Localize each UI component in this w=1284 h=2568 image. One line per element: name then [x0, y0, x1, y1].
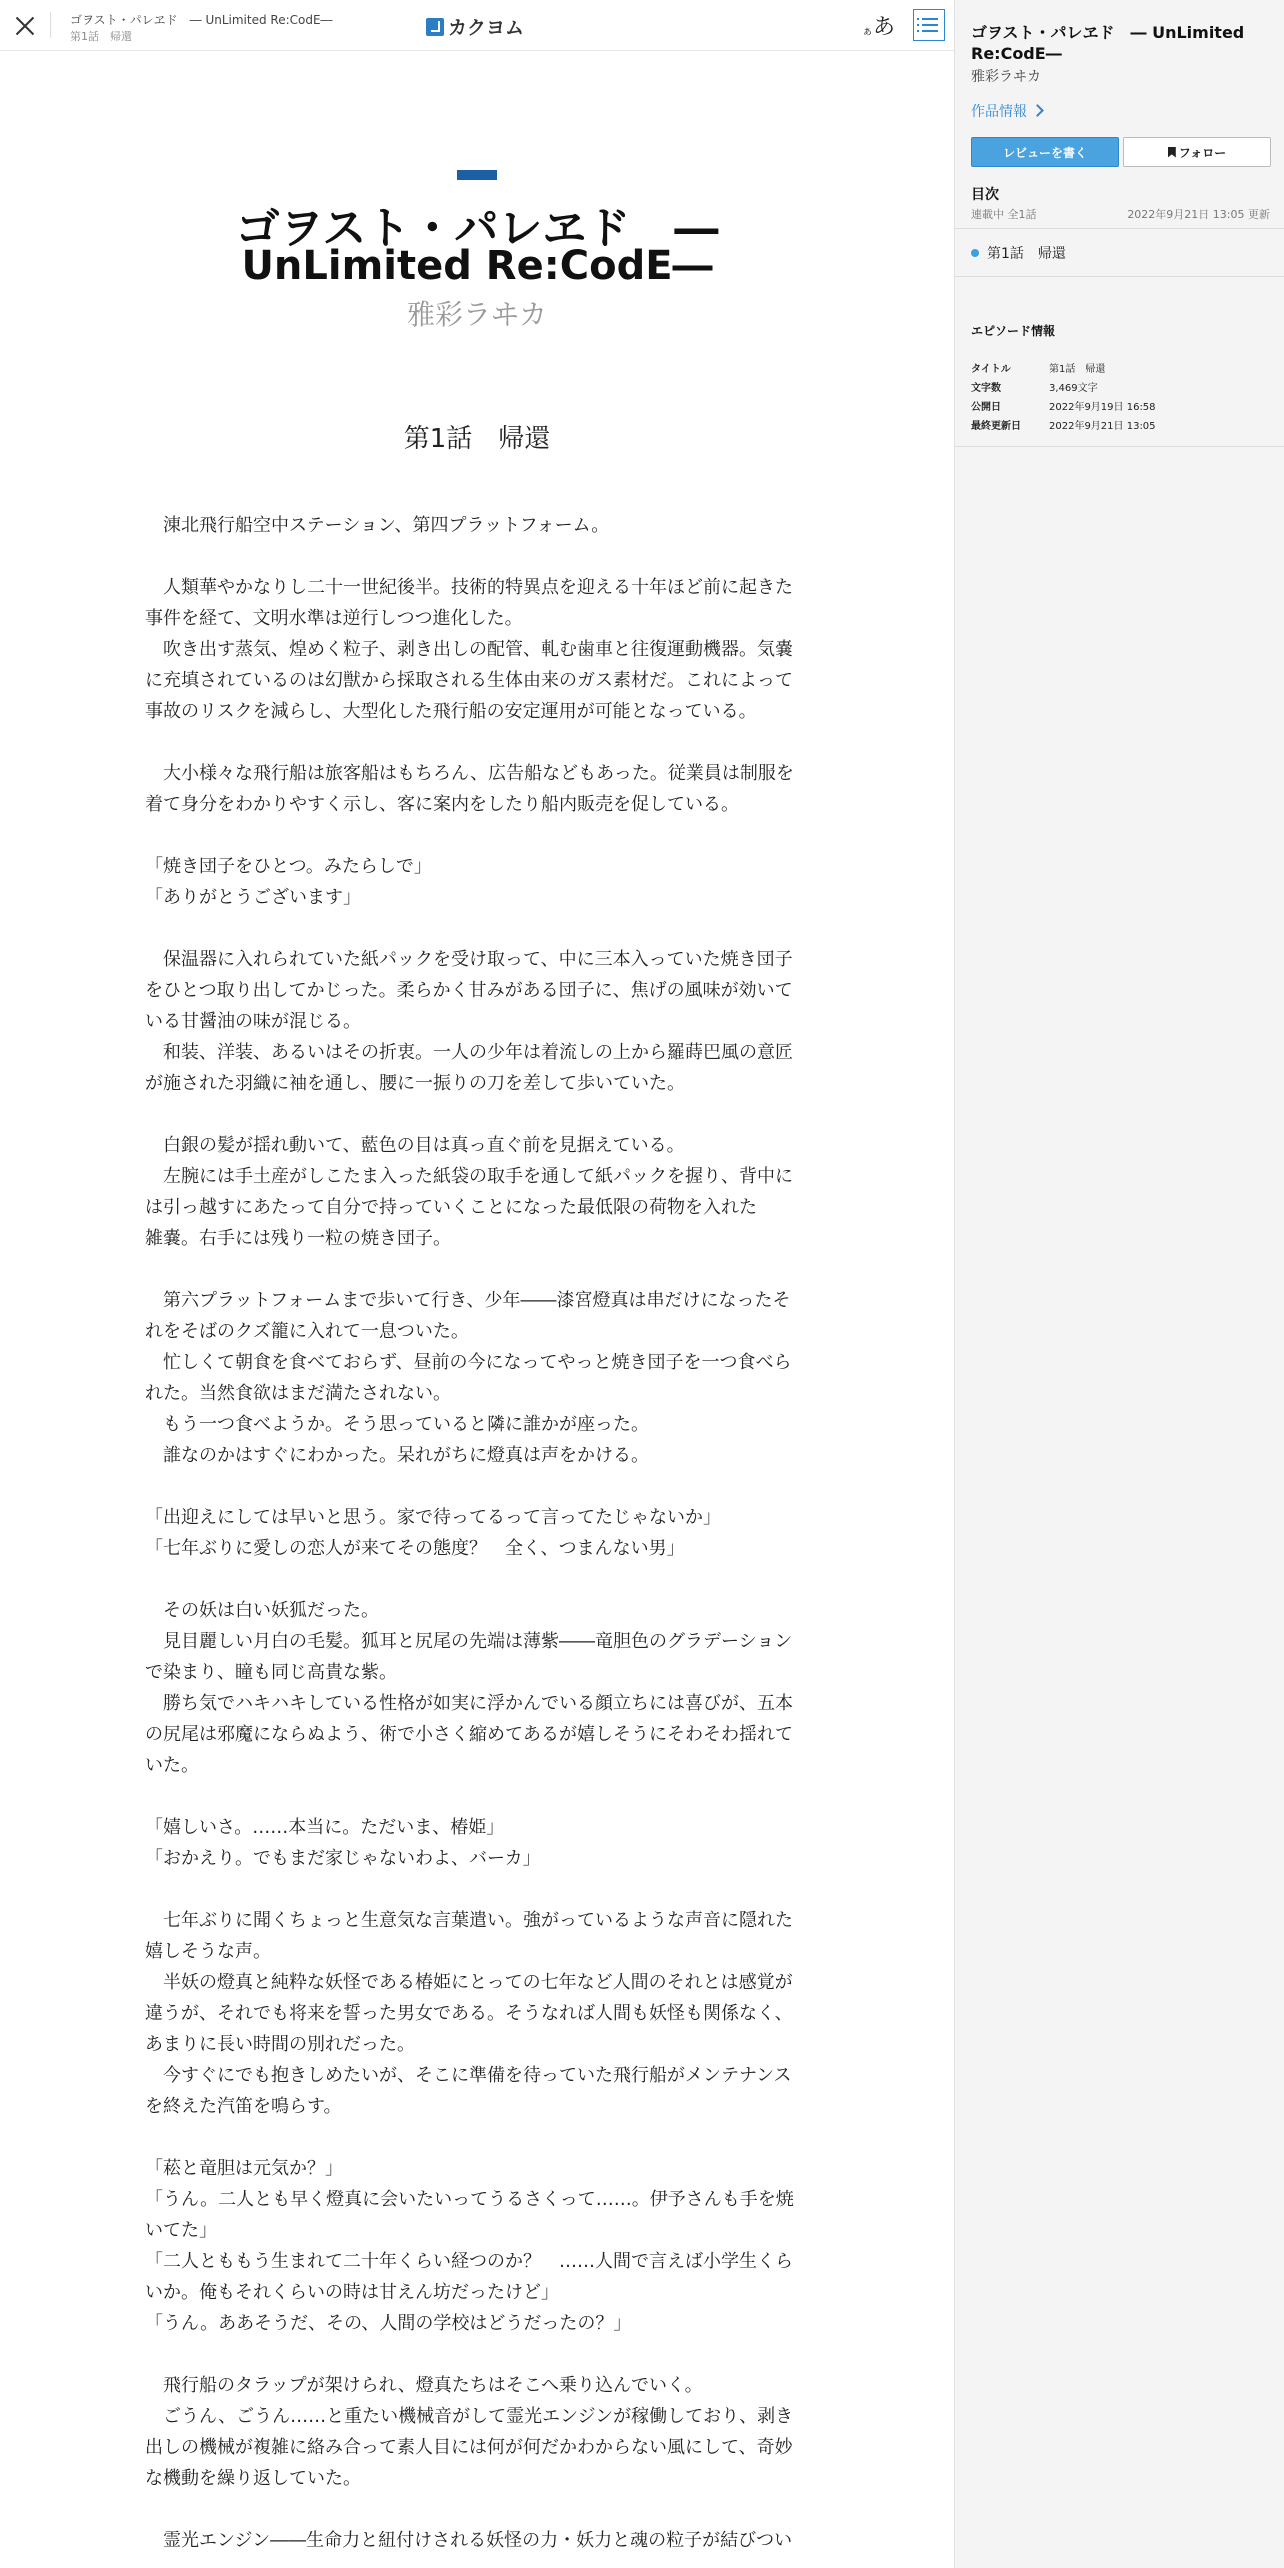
sidebar [954, 0, 1284, 2568]
blank-line [145, 727, 795, 758]
body-line: あまりに長い時間の別れだった。 [145, 2034, 415, 2055]
write-review-button[interactable]: レビューを書く [971, 137, 1119, 167]
title-accent-bar [457, 170, 497, 180]
episode-info-heading: エピソード情報 [971, 324, 1056, 338]
body-line: 誰なのかはすぐにわかった。呆れがちに燈真は声をかける。 [145, 1445, 649, 1466]
body-line: 人類華やかなりし二十一世紀後半。技術的特異点を迎える十年ほど前に起きた [145, 577, 793, 598]
body-line: その妖は白い妖狐だった。 [145, 1600, 379, 1621]
body-line: もう一つ食べようか。そう思っていると隣に誰かが座った。 [145, 1414, 649, 1435]
body-line: いた。 [145, 1755, 199, 1776]
work-title-line1: ゴヲスト・パレヱド ― [235, 203, 719, 254]
body-line: を終えた汽笛を鳴らす。 [145, 2096, 342, 2117]
toc-episode-item[interactable] [971, 243, 1066, 263]
body-line: 第六プラットフォームまで歩いて行き、少年――漆宮燈真は串だけになったそ [145, 1290, 791, 1311]
body-line: な機動を繰り返していた。 [145, 2468, 361, 2489]
body-line: 左腕には手土産がしこたま入った紙袋の取手を通して紙パックを握り、背中に [145, 1166, 793, 1187]
header-episode-title: 第1話 帰還 [70, 30, 132, 43]
font-large-glyph: あ [873, 15, 896, 40]
header-divider [50, 12, 51, 38]
body-line: れた。当然食欲はまだ満たされない。 [145, 1383, 451, 1404]
blank-line [145, 1254, 795, 1285]
font-small-glyph: ぁ [862, 24, 873, 37]
body-line: に充填されているのは幻獣から採取される生体由来のガス素材だ。これによって [145, 670, 793, 691]
body-line: 「うん。ああそうだ、その、人間の学校はどうだったの？」 [145, 2313, 632, 2334]
body-line: 和装、洋装、あるいはその折衷。一人の少年は着流しの上から羅蒔巴風の意匠 [145, 1042, 793, 1063]
blank-line [145, 1781, 795, 1812]
work-info-link[interactable] [971, 101, 1042, 121]
episode-body [145, 510, 795, 2556]
body-line: 保温器に入れられていた紙パックを受け取って、中に三本入っていた焼き団子 [145, 949, 793, 970]
body-line: 霊光エンジン――生命力と紐付けされる妖怪の力・妖力と魂の粒子が結びつい [145, 2530, 793, 2551]
kakuyomu-logo[interactable] [426, 13, 524, 40]
body-line: は引っ越すにあたって自分で持っていくことになった最低限の荷物を入れた [145, 1197, 757, 1218]
table-of-contents-button[interactable] [913, 9, 945, 41]
info-value: 3,469文字 [1049, 383, 1098, 394]
info-key: 文字数 [971, 383, 1001, 394]
divider [955, 446, 1284, 447]
bookmark-plus-icon [1168, 147, 1176, 158]
body-line: 大小様々な飛行船は旅客船はもちろん、広告船などもあった。従業員は制服を [145, 763, 794, 784]
body-line: 「嬉しいさ。……本当に。ただいま、椿姫」 [145, 1817, 505, 1838]
body-line: 飛行船のタラップが架けられ、燈真たちはそこへ乗り込んでいく。 [145, 2375, 703, 2396]
close-icon[interactable] [12, 13, 38, 39]
blank-line [145, 2339, 795, 2370]
body-line: 涷北飛行船空中ステーション、第四プラットフォーム。 [145, 515, 610, 536]
body-line: 「焼き団子をひとつ。みたらしで」 [145, 856, 432, 877]
body-line: 白銀の髪が揺れ動いて、藍色の目は真っ直ぐ前を見据えている。 [145, 1135, 685, 1156]
episode-info-table [971, 360, 1156, 436]
list-icon-line [922, 30, 938, 32]
toc-updated: 2022年9月21日 13:05 更新 [1127, 208, 1270, 221]
blank-line [145, 913, 795, 944]
info-row [971, 398, 1156, 417]
body-line: 勝ち気でハキハキしている性格が如実に浮かんでいる顔立ちには喜びが、五本 [145, 1693, 793, 1714]
body-line: 事故のリスクを減らし、大型化した飛行船の安定運用が可能となっている。 [145, 701, 757, 722]
info-value: 第1話 帰還 [1049, 364, 1106, 375]
body-line: 七年ぶりに聞くちょっと生意気な言葉遣い。強がっているような声音に隠れた [145, 1910, 793, 1931]
top-bar [0, 0, 954, 51]
body-line: いてた」 [145, 2220, 217, 2241]
blank-line [145, 820, 795, 851]
sidebar-author[interactable]: 雅彩ラヰカ [971, 69, 1041, 85]
work-info-label: 作品情報 [971, 104, 1027, 120]
toc-episode-label: 第1話 帰還 [987, 246, 1066, 262]
body-line: いか。俺もそれくらいの時は甘えん坊だったけど」 [145, 2282, 559, 2303]
body-line: 「七年ぶりに愛しの恋人が来てその態度？ 全く、つまんない男」 [145, 1538, 685, 1559]
body-line: ごうん、ごうん……と重たい機械音がして霊光エンジンが稼働しており、剥き [145, 2406, 794, 2427]
body-line: 「おかえり。でもまだ家じゃないわよ、バーカ」 [145, 1848, 541, 1869]
episode-title: 第1話 帰還 [403, 424, 551, 454]
font-size-button[interactable] [862, 10, 895, 41]
info-row [971, 379, 1156, 398]
info-key: タイトル [971, 364, 1011, 375]
chevron-right-icon [1031, 104, 1044, 117]
body-line: 今すぐにでも抱きしめたいが、そこに準備を待っていた飛行船がメンテナンス [145, 2065, 792, 2086]
body-line: が施された羽織に袖を通し、腰に一振りの刀を差して歩いていた。 [145, 1073, 685, 1094]
follow-label: フォロー [1178, 145, 1227, 160]
info-row [971, 360, 1156, 379]
info-value: 2022年9月21日 13:05 [1049, 421, 1156, 432]
body-line: 「うん。二人とも早く燈真に会いたいってうるさくって……。伊予さんも手を焼 [145, 2189, 794, 2210]
divider [955, 276, 1284, 277]
blank-line [145, 1099, 795, 1130]
list-icon-line [922, 24, 938, 26]
info-key: 公開日 [971, 402, 1001, 413]
body-line: 雑嚢。右手には残り一粒の焼き団子。 [145, 1228, 451, 1249]
sidebar-work-title[interactable]: ゴヲスト・パレヱド ― UnLimited Re:CodE― [971, 23, 1245, 63]
divider [955, 228, 1284, 229]
body-line: 違うが、それでも将来を誓った男女である。そうなれば人間も妖怪も関係なく、 [145, 2003, 793, 2024]
blank-line [145, 1564, 795, 1595]
list-icon-line [922, 18, 938, 20]
logo-mark-icon [426, 18, 444, 36]
work-title-line2: UnLimited Re:CodE― [241, 243, 713, 289]
body-line: 「出迎えにしては早いと思う。家で待ってるって言ってたじゃないか」 [145, 1507, 721, 1528]
body-line: 吹き出す蒸気、煌めく粒子、剥き出しの配管、軋む歯車と往復運動機器。気嚢 [145, 639, 793, 660]
body-line: 着て身分をわかりやすく示し、客に案内をしたり船内販売を促している。 [145, 794, 739, 815]
logo-text: カクヨム [448, 17, 525, 39]
info-key: 最終更新日 [971, 421, 1021, 432]
follow-button[interactable] [1123, 137, 1271, 167]
body-line: で染まり、瞳も同じ高貴な紫。 [145, 1662, 397, 1683]
author-name[interactable]: 雅彩ラヰカ [406, 298, 547, 331]
body-line: 「菘と竜胆は元気か？」 [145, 2158, 343, 2179]
current-episode-dot-icon [971, 249, 979, 257]
blank-line [145, 1471, 795, 1502]
body-line: 出しの機械が複雑に絡み合って素人目には何が何だかわからない風にして、奇妙 [145, 2437, 793, 2458]
body-line: れをそばのクズ籠に入れて一息ついた。 [145, 1321, 469, 1342]
body-line: 嬉しそうな声。 [145, 1941, 271, 1962]
body-line: 見目麗しい月白の毛髪。狐耳と尻尾の先端は薄紫――竜胆色のグラデーション [145, 1631, 793, 1652]
info-value: 2022年9月19日 16:58 [1049, 402, 1156, 413]
blank-line [145, 2122, 795, 2153]
blank-line [145, 2494, 795, 2525]
body-line: 「二人とももう生まれて二十年くらい経つのか？ ……人間で言えば小学生くら [145, 2251, 793, 2272]
header-work-title[interactable]: ゴヲスト・パレヱド ― UnLimited Re:CodE― [70, 13, 333, 27]
toc-heading: 目次 [971, 187, 999, 203]
info-row [971, 417, 1156, 436]
body-line: 忙しくて朝食を食べておらず、昼前の今になってやっと焼き団子を一つ食べら [145, 1352, 792, 1373]
body-line: 半妖の燈真と純粋な妖怪である椿姫にとっての七年など人間のそれとは感覚が [145, 1972, 793, 1993]
blank-line [145, 541, 795, 572]
toc-status: 連載中 全1話 [971, 208, 1037, 221]
body-line: 事件を経て、文明水準は逆行しつつ進化した。 [145, 608, 523, 629]
body-line: をひとつ取り出してかじった。柔らかく甘みがある団子に、焦げの風味が効いて [145, 980, 793, 1001]
body-line: の尻尾は邪魔にならぬよう、術で小さく縮めてあるが嬉しそうにそわそわ揺れて [145, 1724, 793, 1745]
body-line: いる甘醤油の味が混じる。 [145, 1011, 361, 1032]
blank-line [145, 1874, 795, 1905]
body-line: 「ありがとうございます」 [145, 887, 361, 908]
